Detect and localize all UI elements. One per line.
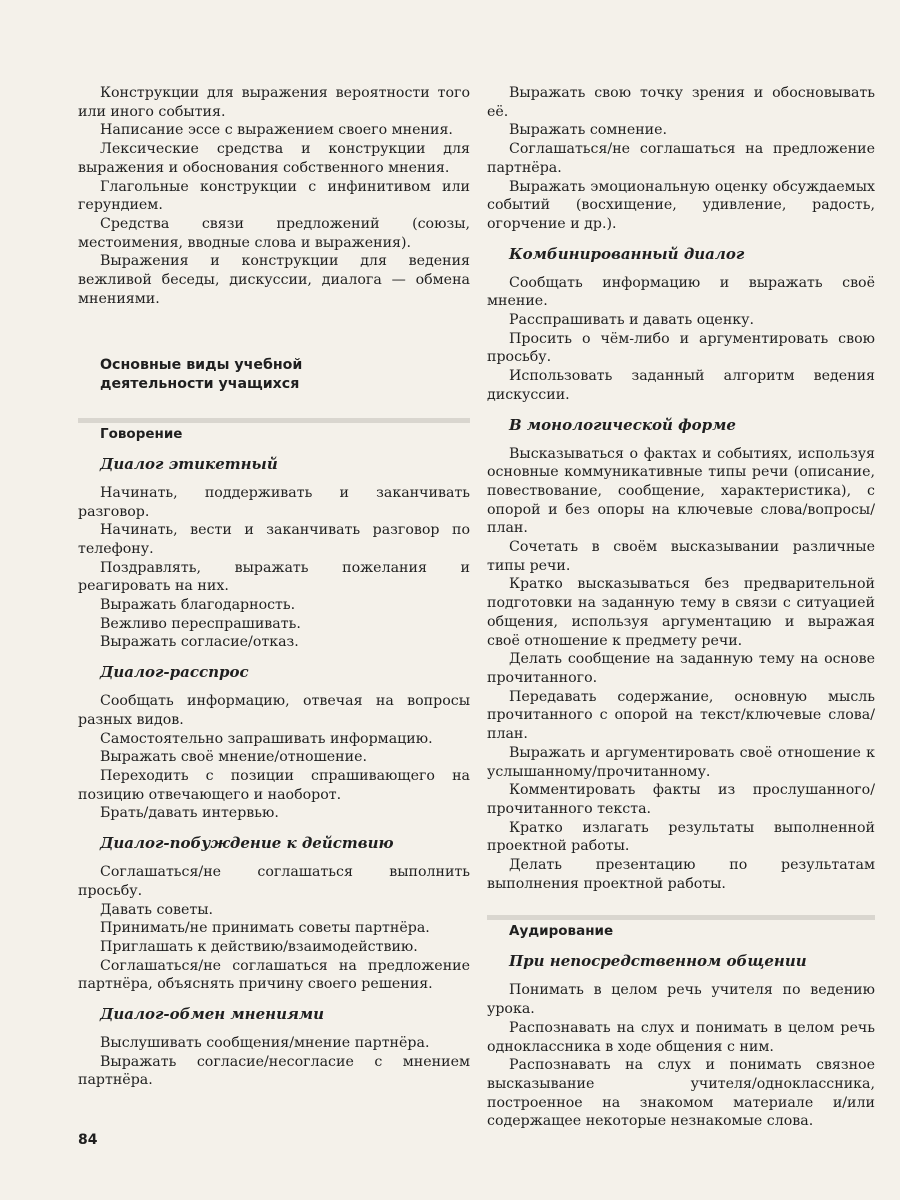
section-title-line-2: деятельности учащихся <box>100 376 300 393</box>
list-item: Выражать согласие/отказ. <box>100 634 299 651</box>
subhead-speaking: Говорение <box>78 418 470 442</box>
list-item: Распознавать на слух и понимать в целом речь одноклассника в ходе общения с ним. <box>487 1019 875 1055</box>
list-item: Принимать/не принимать советы партнёра. <box>100 920 430 937</box>
list-item: Распознавать на слух и понимать связное высказывание учителя/одноклассника, построенное на знакомом материале и/или содержащее некоторые незнакомые слова. <box>487 1057 875 1130</box>
list-item: Использовать заданный алгоритм ведения дискуссии. <box>487 368 875 403</box>
list-item: Переходить с позиции спрашивающего на позицию отвечающего и наоборот. <box>78 767 470 803</box>
list-item: Выражать благодарность. <box>100 597 296 614</box>
list-item: Выражать сомнение. <box>509 122 668 139</box>
paragraph: Средства связи предложений (союзы, местоимения, вводные слова и выражения). <box>78 215 470 251</box>
list-item: Брать/давать интервью. <box>100 805 279 822</box>
list-item: Выслушивать сообщения/мнение партнёра. <box>100 1035 430 1052</box>
list-item: Выражать и аргументировать своё отношение к услышанному/прочитанному. <box>487 744 875 780</box>
heading-direct-communication: При непосредственном общении <box>509 952 807 971</box>
left-column <box>78 84 470 1090</box>
list-item: Комментировать факты из прослушанного/прочитанного текста. <box>487 782 875 817</box>
list-item: Просить о чём-либо и аргументировать свою просьбу. <box>487 330 875 366</box>
list-item: Делать сообщение на заданную тему на основе прочитанного. <box>487 651 875 686</box>
heading-combined-dialog: Комбинированный диалог <box>509 244 745 263</box>
page-number: 84 <box>78 1132 98 1148</box>
list-item: Сообщать информацию, отвечая на вопросы разных видов. <box>78 693 470 728</box>
list-item: Сочетать в своём высказывании различные типы речи. <box>487 539 875 574</box>
heading-dialog-etiquette: Диалог этикетный <box>100 454 278 473</box>
heading-monologue: В монологической форме <box>509 415 736 434</box>
list-item: Выражать согласие/несогласие с мнением партнёра. <box>78 1053 470 1089</box>
list-item: Делать презентацию по результатам выполнения проектной работы. <box>487 857 875 892</box>
list-item: Поздравлять, выражать пожелания и реагировать на них. <box>78 559 470 595</box>
paragraph: Конструкции для выражения вероятности того или иного события. <box>78 85 470 120</box>
list-item: Выражать свою точку зрения и обосновывать её. <box>487 85 875 120</box>
list-item: Самостоятельно запрашивать информацию. <box>100 730 433 747</box>
list-item: Выражать своё мнение/отношение. <box>100 749 367 766</box>
list-item: Высказываться о фактах и событиях, используя основные коммуникативные типы речи (описание, повествование, сообщение, характеристика), с опорой и без опоры на ключевые слова/вопросы/план. <box>487 445 875 537</box>
list-item: Вежливо переспрашивать. <box>100 615 301 632</box>
heading-dialog-inquiry: Диалог-расспрос <box>100 663 249 682</box>
list-item: Приглашать к действию/взаимодействию. <box>100 938 418 955</box>
list-item: Сообщать информацию и выражать своё мнение. <box>487 274 875 310</box>
list-item: Соглашаться/не соглашаться выполнить просьбу. <box>78 864 470 899</box>
section-title <box>78 356 470 393</box>
section-title-line-1: Основные виды учебной <box>100 357 303 374</box>
list-item: Соглашаться/не соглашаться на предложение партнёра. <box>487 141 875 176</box>
list-item: Начинать, поддерживать и заканчивать разговор. <box>78 484 470 520</box>
list-item: Выражать эмоциональную оценку обсуждаемых событий (восхищение, удивление, радость, огорчение и др.). <box>487 178 875 232</box>
list-item: Передавать содержание, основную мысль прочитанного с опорой на текст/ключевые слова/план. <box>487 688 875 743</box>
paragraph: Глагольные конструкции с инфинитивом или герундием. <box>78 178 470 214</box>
heading-dialog-action: Диалог-побуждение к действию <box>100 834 394 853</box>
list-item: Кратко высказываться без предварительной подготовки на заданную тему в связи с ситуацией общения, используя аргументацию и выражая своё отношение к предмету речи. <box>487 576 875 649</box>
paragraph: Выражения и конструкции для ведения вежливой беседы, дискуссии, диалога — обмена мнениями. <box>78 253 470 307</box>
subhead-listening: Аудирование <box>487 915 875 939</box>
list-item: Соглашаться/не соглашаться на предложение партнёра, объяснять причину своего решения. <box>78 957 470 993</box>
list-item: Давать советы. <box>100 901 214 918</box>
list-item: Кратко излагать результаты выполненной проектной работы. <box>487 819 875 855</box>
list-item: Начинать, вести и заканчивать разговор по телефону. <box>78 522 470 557</box>
list-item: Расспрашивать и давать оценку. <box>509 312 754 329</box>
right-column <box>487 84 875 1131</box>
list-item: Понимать в целом речь учителя по ведению урока. <box>487 982 875 1018</box>
heading-dialog-exchange: Диалог-обмен мнениями <box>100 1005 325 1024</box>
paragraph: Лексические средства и конструкции для выражения и обоснования собственного мнения. <box>78 141 470 176</box>
paragraph: Написание эссе с выражением своего мнения. <box>100 122 453 139</box>
